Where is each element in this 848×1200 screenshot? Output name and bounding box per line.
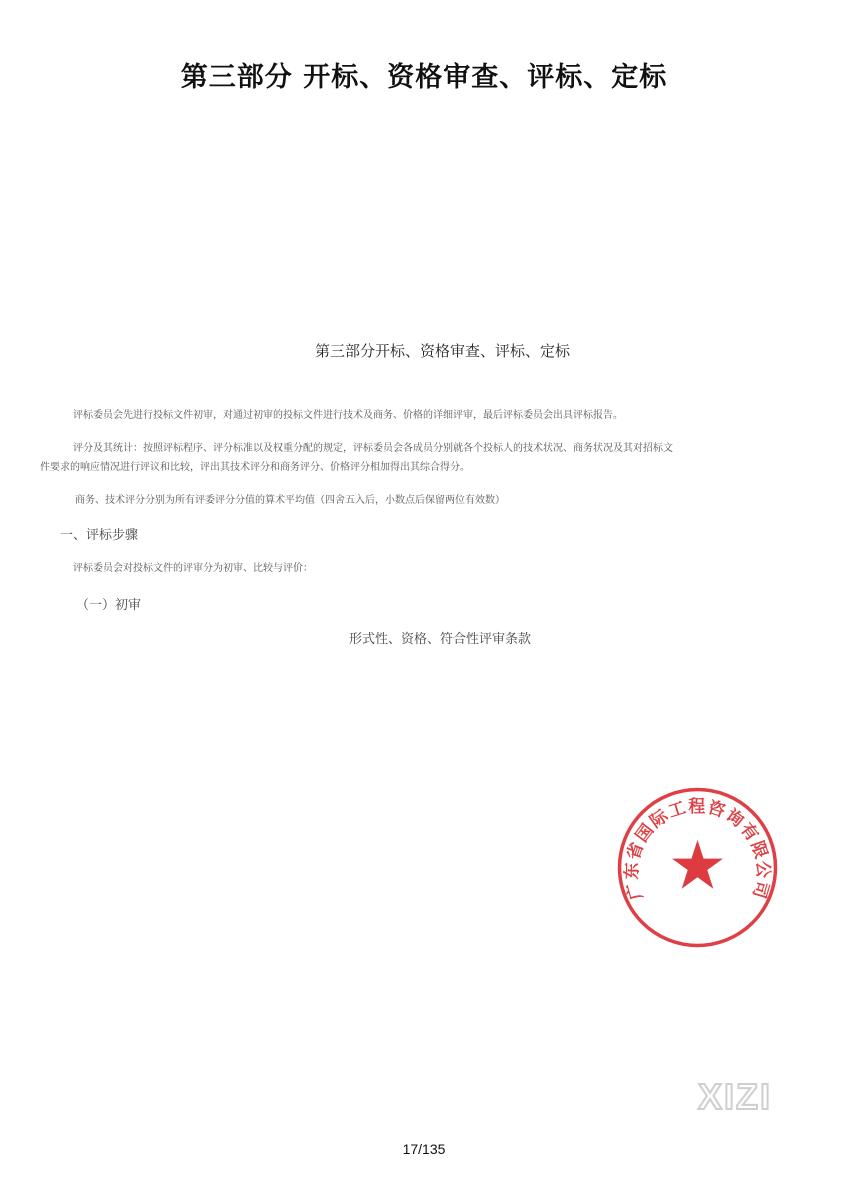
heading-preliminary-review: （一）初审 [76, 598, 142, 613]
xizi-watermark [680, 1075, 790, 1117]
paragraph-average: 商务、技术评分分别为所有评委评分分值的算术平均值（四舍五入后，小数点后保留两位有效数） [75, 495, 505, 506]
seal-star-icon [672, 840, 723, 889]
company-seal-stamp [615, 785, 780, 950]
svg-text:广东省国际工程咨询有限公司: 广东省国际工程咨询有限公司 [622, 796, 773, 902]
review-clauses-caption: 形式性、资格、符合性评审条款 [348, 632, 531, 647]
paragraph-scoring-line2: 件要求的响应情况进行评议和比较，评出其技术评分和商务评分、价格评分相加得出其综合得分。 [40, 462, 470, 473]
heading-evaluation-steps: 一、评标步骤 [60, 528, 139, 543]
page-title: 第三部分 开标、资格审查、评标、定标 [180, 62, 668, 93]
page-number: 17/135 [402, 1141, 446, 1157]
paragraph-intro: 评标委员会先进行投标文件初审，对通过初审的投标文件进行技术及商务、价格的详细评审，最后评标委员会出具评标报告。 [73, 410, 623, 421]
paragraph-scoring-line1: 评分及其统计：按照评标程序、评分标准以及权重分配的规定，评标委员会各成员分别就各个投标人的技术状况、商务状况及其对招标文 [73, 443, 673, 454]
section-title: 第三部分开标、资格审查、评标、定标 [314, 342, 570, 360]
paragraph-review-stages: 评标委员会对投标文件的评审分为初审、比较与评价： [73, 563, 313, 574]
svg-text:XIZI: XIZI [697, 1076, 773, 1117]
